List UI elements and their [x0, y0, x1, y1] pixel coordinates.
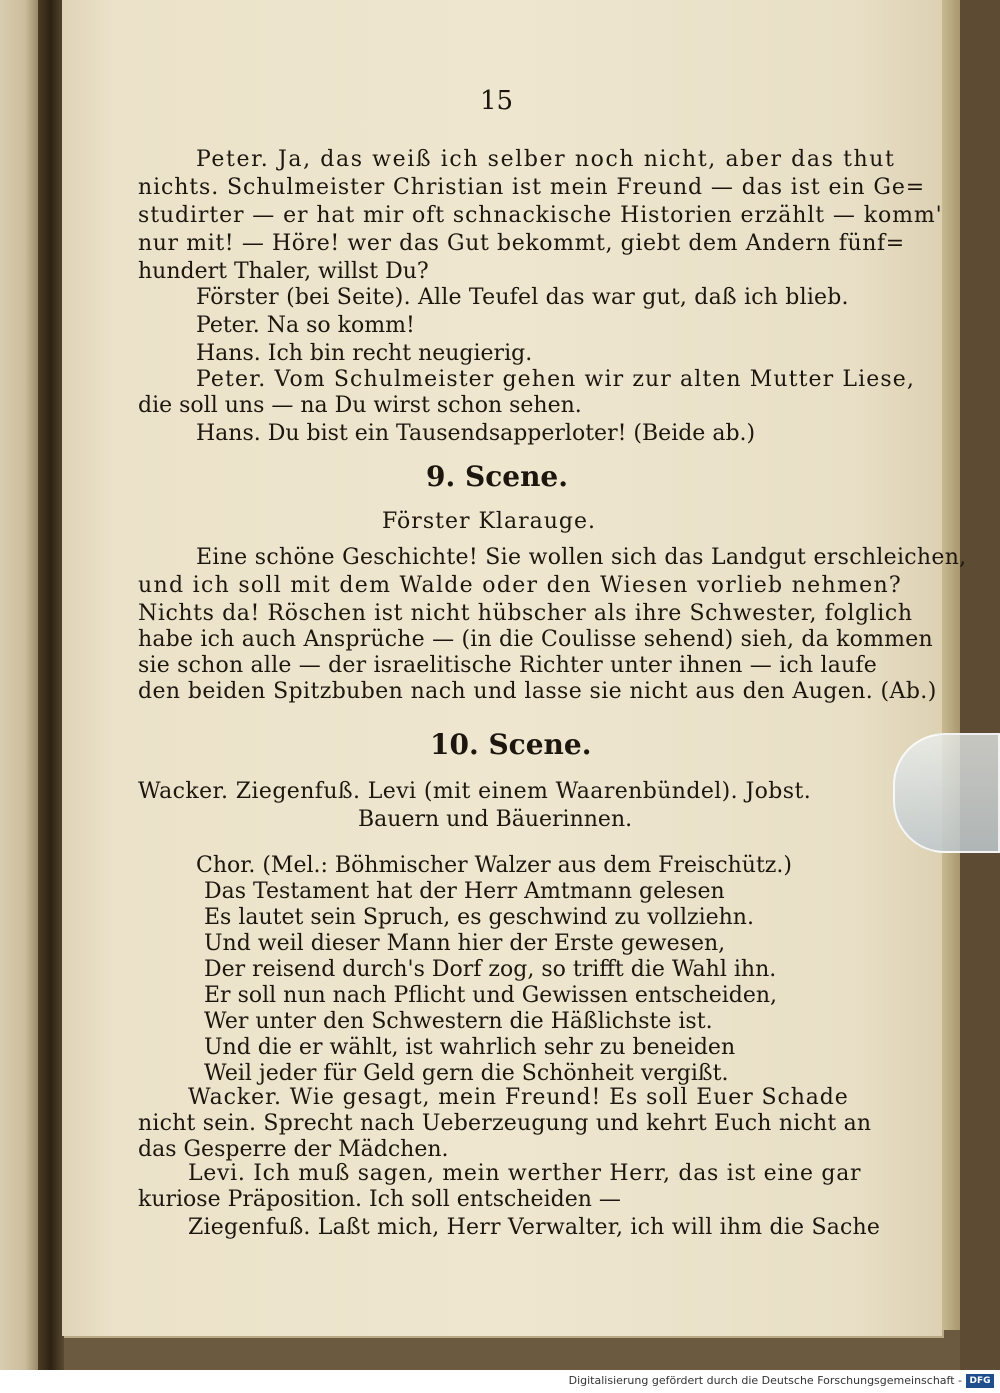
verse-line: Das Testament hat der Herr Amtmann gelesen [204, 879, 725, 904]
text-line: nichts. Schulmeister Christian ist mein Freund — das ist ein Ge= [138, 175, 926, 200]
page-stack-edge [942, 0, 960, 1330]
verse-line: Es lautet sein Spruch, es geschwind zu vollziehn. [204, 905, 754, 930]
verse-line: Und weil dieser Mann hier der Erste gewesen, [204, 931, 726, 956]
footer-credit: Digitalisierung gefördert durch die Deutsche Forschungsgemeinschaft - [568, 1374, 962, 1387]
text-line: Peter. Na so komm! [196, 313, 415, 338]
text-line: nicht sein. Sprecht nach Ueberzeugung und kehrt Euch nicht an [138, 1111, 872, 1136]
previous-page-edge [0, 0, 42, 1370]
footer-bar [0, 1370, 1000, 1393]
table-background [960, 0, 1000, 1370]
text-line: das Gesperre der Mädchen. [138, 1137, 449, 1162]
text-line: Nichts da! Röschen ist nicht hübscher als ihre Schwester, folglich [138, 601, 913, 626]
text-line: den beiden Spitzbuben nach und lasse sie nicht aus den Augen. (Ab.) [138, 679, 937, 704]
text-line: nur mit! — Höre! wer das Gut bekommt, giebt dem Andern fünf= [138, 231, 905, 256]
page-number: 15 [480, 86, 514, 116]
text-line: die soll uns — na Du wirst schon sehen. [138, 393, 582, 418]
text-line: Peter. Ja, das weiß ich selber noch nicht, aber das thut [196, 147, 896, 172]
scene-heading: 10. Scene. [430, 728, 592, 761]
text-line: Peter. Vom Schulmeister gehen wir zur alten Mutter Liese, [196, 367, 915, 392]
text-line: hundert Thaler, willst Du? [138, 259, 429, 284]
text-line: Levi. Ich muß sagen, mein werther Herr, das ist eine gar [188, 1161, 862, 1186]
page-holder-clip [893, 733, 1000, 853]
text-line: Chor. (Mel.: Böhmischer Walzer aus dem Freischütz.) [196, 853, 792, 878]
text-line: studirter — er hat mir oft schnackische Historien erzählt — komm' [138, 203, 943, 228]
verse-line: Und die er wählt, ist wahrlich sehr zu beneiden [204, 1035, 736, 1060]
dfg-logo-icon: DFG [966, 1374, 994, 1388]
text-line: Förster (bei Seite). Alle Teufel das war gut, daß ich blieb. [196, 285, 849, 310]
verse-line: Wer unter den Schwestern die Häßlichste ist. [204, 1009, 713, 1034]
text-line: Wacker. Wie gesagt, mein Freund! Es soll Euer Schade [188, 1085, 849, 1110]
verse-line: Weil jeder für Geld gern die Schönheit vergißt. [204, 1061, 729, 1086]
text-line: Hans. Du bist ein Tausendsapperloter! (Beide ab.) [196, 421, 756, 446]
text-line: kuriose Präposition. Ich soll entscheiden — [138, 1187, 621, 1212]
scene-heading: 9. Scene. [426, 460, 568, 493]
text-line: Eine schöne Geschichte! Sie wollen sich das Landgut erschleichen, [196, 545, 967, 570]
text-line: Hans. Ich bin recht neugierig. [196, 341, 533, 366]
persons-line: Bauern und Bäuerinnen. [358, 807, 633, 832]
text-line: und ich soll mit dem Walde oder den Wiesen vorlieb nehmen? [138, 573, 903, 598]
text-line: Ziegenfuß. Laßt mich, Herr Verwalter, ich will ihm die Sache [188, 1215, 881, 1240]
persons-line: Wacker. Ziegenfuß. Levi (mit einem Waarenbündel). Jobst. [138, 779, 812, 804]
book-spine [38, 0, 64, 1370]
persons-line: Förster Klarauge. [382, 509, 596, 534]
verse-line: Er soll nun nach Pflicht und Gewissen entscheiden, [204, 983, 778, 1008]
text-line: sie schon alle — der israelitische Richter unter ihnen — ich laufe [138, 653, 877, 678]
verse-line: Der reisend durch's Dorf zog, so trifft die Wahl ihn. [204, 957, 777, 982]
text-line: habe ich auch Ansprüche — (in die Coulisse sehend) sieh, da kommen [138, 627, 933, 652]
